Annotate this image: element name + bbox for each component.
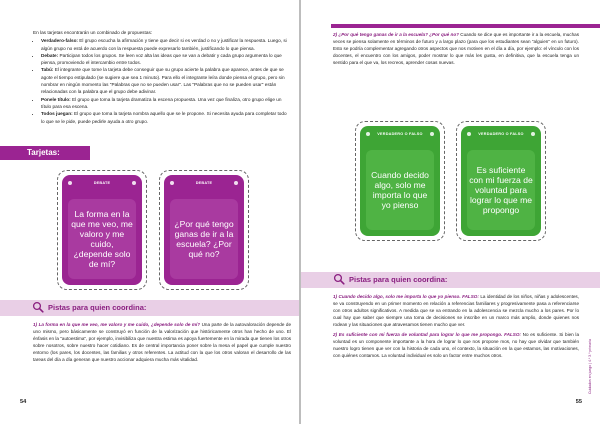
intro-heading: En las tarjetas encontrarán un combinado de propuestas: bbox=[33, 30, 153, 35]
bullet-term: Verdadero-falso: bbox=[41, 38, 78, 44]
card-header: VERDADERO O FALSO bbox=[377, 132, 423, 136]
page-number: 54 bbox=[20, 399, 27, 405]
clue-section bbox=[33, 321, 291, 366]
top-accent-bar bbox=[331, 24, 600, 28]
clue-paragraph bbox=[333, 331, 579, 359]
card-body bbox=[366, 150, 434, 230]
clue-paragraph bbox=[333, 31, 579, 66]
clue-section bbox=[333, 293, 579, 362]
bullet-text: El grupo que toma la tarjeta dramatiza la escena propuesta. Una vez que finaliza, otro grupo elige un título para esa escena. bbox=[41, 96, 282, 109]
card-body bbox=[467, 150, 535, 230]
magnifier-icon bbox=[333, 273, 345, 285]
card-header: VERDADERO O FALSO bbox=[478, 132, 524, 136]
card-text: Cuando decido algo, solo me importa lo que yo pienso bbox=[371, 170, 429, 210]
clue-body: Una parte de la autovaloración depende de uno mismo, pero básicamente se construyó en función de la valorización que históricamente otros han hecho de uno. El énfasis en la "autoestima", por ejemplo, invisibiliza que nuestra estima es apoya fuertemente en la mirada que tienen los otros sobre nosotros, sobre nuestro hacer cotidiano. Es de central importancia poner sobre la mesa el papel que cumple nuestro entorno (los pares, los docentes, las familias y otros referentes. La actitud con la que los otros valoran el desarrollo de las tareas del día a día generan que nuestro accionar adquiera mucha más vitalidad. bbox=[33, 322, 291, 362]
card-text: La forma en la que me veo, me valoro y me cuido, ¿depende solo de mí? bbox=[71, 209, 133, 269]
clue-body: Cuando se dice que es importante ir a la escuela, muchas veces se piensa solamente en términos de futuro y a largo plazo (para que los estudiantes sean "alguien" en un futuro). Esto se podría complementar agregando otros aspectos que nos motiven en el día a día, por ejemplo: el vínculo con los docentes, el encuentro con los amigos, poder mostrar lo que más les gusta, en definitiva, que la escuela tenga un sentido para el que va, los recreos, aprender cosas nuevas. bbox=[333, 32, 579, 65]
bullet-term: Ponele título: bbox=[41, 96, 71, 102]
debate-card bbox=[164, 175, 244, 285]
card-cutout bbox=[355, 121, 445, 241]
card-text: ¿Por qué tengo ganas de ir a la escuela? ¿Por qué no? bbox=[174, 219, 234, 259]
pistas-title: Pistas para quien coordina: bbox=[48, 303, 147, 312]
list-item bbox=[41, 52, 289, 67]
pistas-title: Pistas para quien coordina: bbox=[349, 275, 448, 284]
card-body bbox=[68, 199, 136, 279]
list-item bbox=[41, 96, 289, 111]
clue-lead: 2) ¿Por qué tengo ganas de ir a la escuela? ¿Por qué no? bbox=[333, 32, 459, 37]
debate-card bbox=[62, 175, 142, 285]
clue-body: No es suficiente. Si bien la voluntad es un componente importante a la hora de lograr lo que nos propone mos, no hay que olvidar que también nuestro logro tienen que ver con la historia de cada uno, el contexto, la situación en la que estamos, las motivaciones, con quiénes contamos. La voluntad individual es solo un factor entre muchos otros. bbox=[333, 332, 580, 358]
card-text: Es suficiente con mi fuerza de voluntad para lograr lo que me propongo bbox=[469, 165, 533, 215]
clue-lead: 2) Es suficiente con mi fuerza de voluntad para lograr lo que me propongo. FALSO: bbox=[333, 332, 521, 337]
true-false-card bbox=[461, 126, 541, 236]
list-item bbox=[41, 37, 289, 52]
list-item bbox=[41, 66, 289, 95]
bullet-term: Debate: bbox=[41, 52, 59, 58]
card-header: DEBATE bbox=[93, 181, 111, 185]
card-header: DEBATE bbox=[195, 181, 213, 185]
pistas-banner bbox=[301, 272, 600, 288]
clue-paragraph bbox=[33, 321, 291, 363]
right-page bbox=[301, 0, 600, 424]
list-item bbox=[41, 110, 289, 125]
true-false-card bbox=[360, 126, 440, 236]
bullet-text: Participan todos los grupos. Se leen voz alta las ideas que se van a debatir y cada grupo argumenta lo que piensa, promoviendo el intercambio entre todos. bbox=[41, 52, 282, 66]
card-cutout bbox=[159, 170, 249, 290]
bullet-term: Todos juegan: bbox=[41, 111, 73, 117]
left-page bbox=[0, 0, 299, 424]
magnifier-icon bbox=[32, 301, 44, 313]
bullet-text: El grupo que toma la tarjeta nombra aquello que se le propone. Si necesita ayuda para completar todo lo que se le pide, puede pedirle ayuda a otro grupo. bbox=[41, 111, 287, 124]
clue-body: La identidad de los niños, niñas y adolescentes, se va construyendo en un primer momento en relación a referencias familiares y progresivamente pasa a referenciarse con otros adultos significativos. A medida que se va entrando en la adolescencia se mezcla mucho a los pares. Por lo cual hay que saber que siempre una toma de decisiones se inscribe en un marco más amplio, donde quienes nos rodean y las situaciones que atravesamos tienen mucho que ver. bbox=[333, 294, 579, 327]
clue-lead: 1) La forma en la que me veo, me valoro y me cuido, ¿depende solo de mí? bbox=[33, 322, 201, 327]
clue-lead: 1) Cuando decido algo, solo me importa lo que yo pienso. FALSO: bbox=[333, 294, 479, 299]
card-cutout bbox=[456, 121, 546, 241]
tarjetas-title: Tarjetas: bbox=[27, 148, 60, 157]
card-body bbox=[170, 199, 238, 279]
intro-section bbox=[33, 29, 289, 125]
bullet-term: Tabú: bbox=[41, 67, 54, 73]
tarjetas-banner bbox=[0, 146, 90, 160]
top-clue-section bbox=[333, 31, 579, 69]
bullet-text: El grupo escucha la afirmación y tiene que decir si es verdad o no y justificar la respuesta. Luego, si algún grupo no está de acuerdo con la respuesta puede expresarlo también, justificando lo que piensa. bbox=[41, 38, 287, 51]
card-cutout bbox=[57, 170, 147, 290]
modalities-list bbox=[33, 37, 289, 125]
side-label: Cuidados en juego | 4.º 3.º primaria bbox=[588, 338, 592, 394]
pistas-banner bbox=[0, 300, 299, 316]
clue-paragraph bbox=[333, 293, 579, 328]
bullet-text: El integrante que tome la tarjeta debe conseguir que su grupo acierte la palabra que aparece, antes de que se agote el tiempo estipulado (se sugiere que sea 1 minuto). Para ello el integrante leíra donde piensa el grupo, pero sin nombrar en ningún momento las "Palabras que no se pueden usar". Las "Palabras que no se pueden usar" están relacionadas con la palabra que el grupo debe adivinar. bbox=[41, 67, 285, 95]
page-number: 55 bbox=[575, 399, 582, 405]
